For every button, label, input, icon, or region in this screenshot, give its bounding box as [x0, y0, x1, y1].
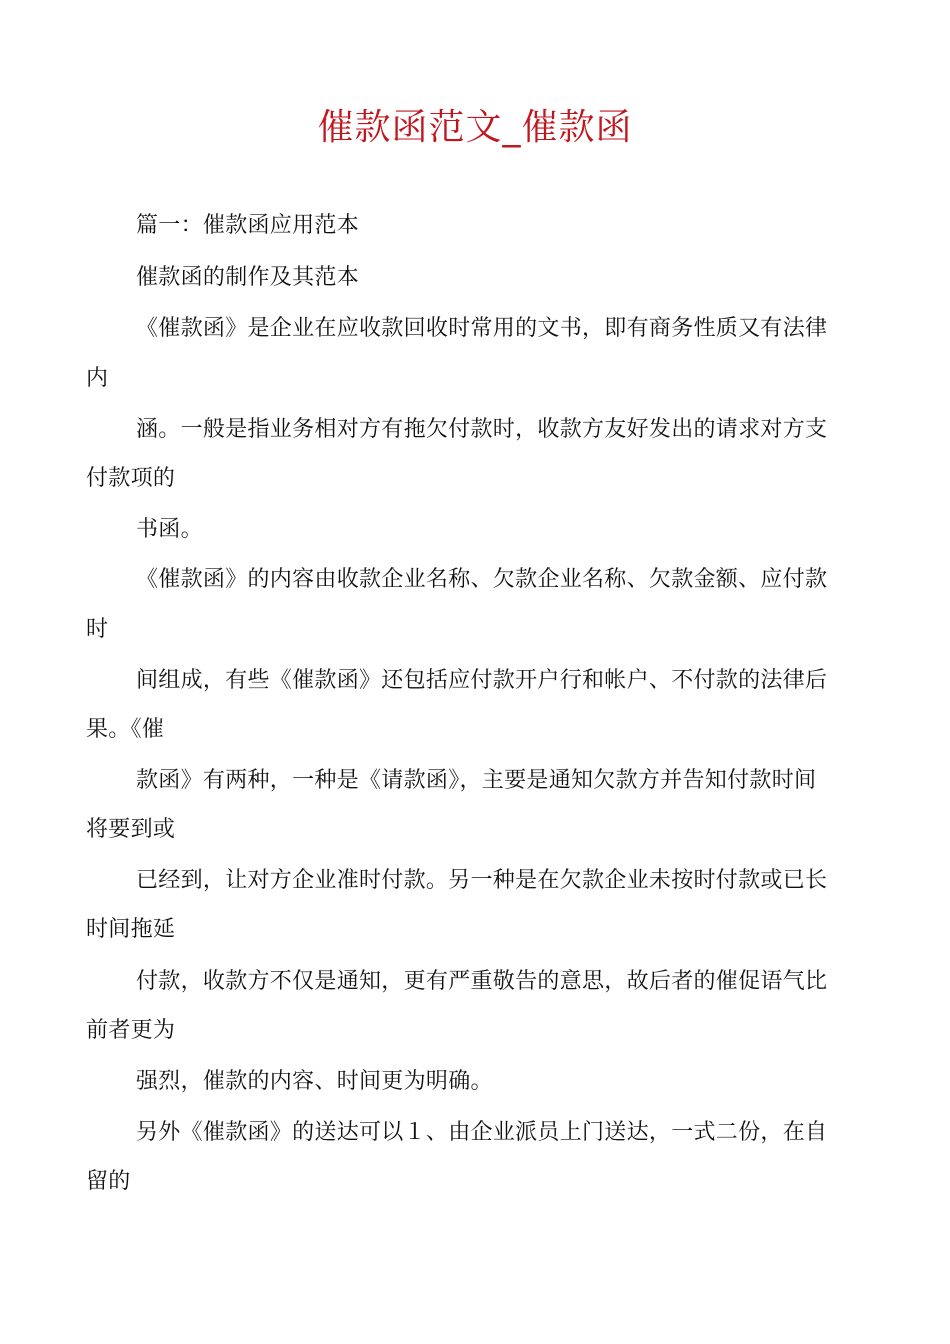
text-line: 将要到或 — [86, 817, 176, 842]
text-line: 间组成，有些《催款函》还包括应付款开户行和帐户、不付款的法律后 — [136, 668, 828, 693]
text-line: 内 — [86, 366, 109, 391]
text-line: 留的 — [86, 1169, 131, 1194]
text-line: 篇一：催款函应用范本 — [136, 213, 360, 238]
text-line: 果。《催 — [86, 717, 165, 742]
text-line: 强烈，催款的内容、时间更为明确。 — [136, 1069, 493, 1094]
document-title: 催款函范文_催款函 — [317, 107, 633, 148]
text-line: 催款函的制作及其范本 — [136, 265, 360, 290]
text-line: 涵。一般是指业务相对方有拖欠付款时，收款方友好发出的请求对方支 — [136, 417, 828, 442]
text-line: 付款项的 — [86, 466, 176, 491]
text-line: 《催款函》是企业在应收款回收时常用的文书，即有商务性质又有法律 — [136, 316, 828, 341]
text-line: 书函。 — [136, 517, 203, 542]
text-line: 另外《催款函》的送达可以１、由企业派员上门送达，一式二份，在自 — [136, 1120, 828, 1145]
text-line: 付款，收款方不仅是通知，更有严重敬告的意思，故后者的催促语气比 — [136, 969, 828, 994]
text-line: 前者更为 — [86, 1018, 176, 1043]
text-line: 已经到，让对方企业准时付款。另一种是在欠款企业未按时付款或已长 — [136, 868, 828, 893]
text-line: 《催款函》的内容由收款企业名称、欠款企业名称、欠款金额、应付款 — [136, 567, 828, 592]
text-line: 时 — [86, 617, 109, 642]
text-line: 款函》有两种，一种是《请款函》，主要是通知欠款方并告知付款时间 — [136, 768, 817, 793]
text-line: 时间拖延 — [86, 917, 176, 942]
